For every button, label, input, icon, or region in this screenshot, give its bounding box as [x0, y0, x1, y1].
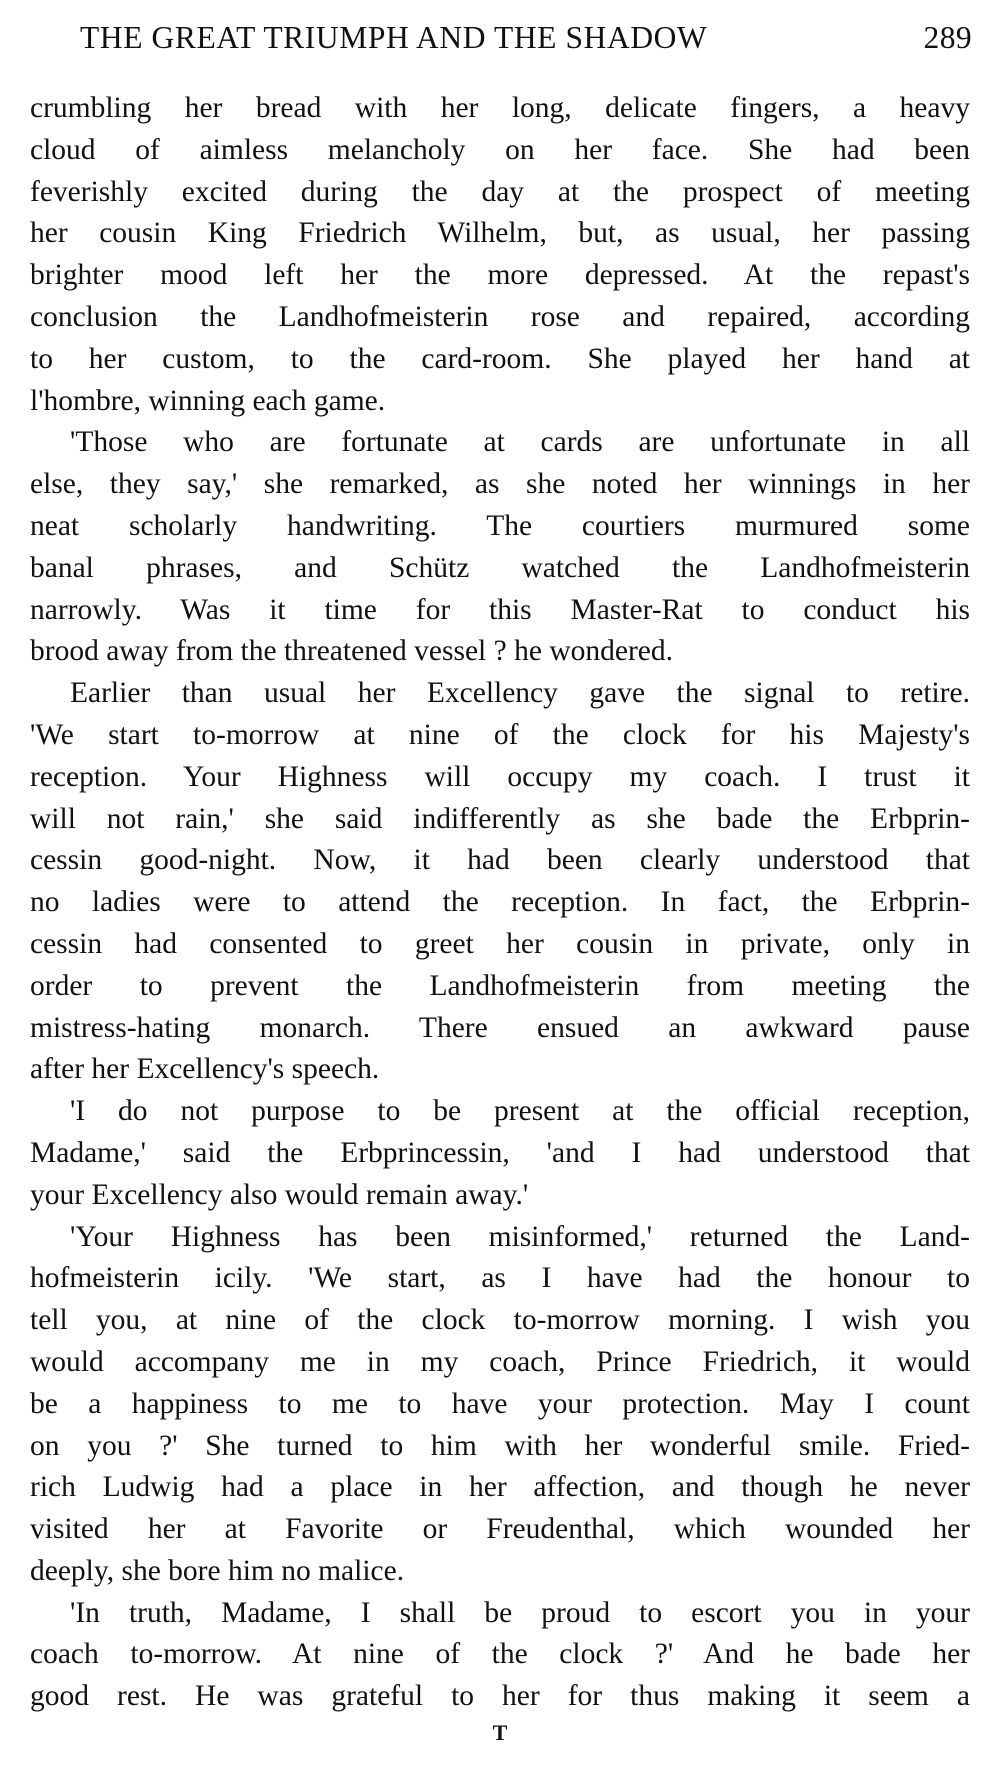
page-number: 289: [923, 20, 972, 55]
text-line: banal phrases, and Schütz watched the Landhofmeisterin: [30, 551, 970, 584]
text-line: tell you, at nine of the clock to-morrow morning. I wish you: [30, 1304, 970, 1337]
text-line: mistress-hating monarch. There ensued an awkward pause: [30, 1011, 970, 1044]
text-line: after her Excellency's speech.: [30, 1053, 380, 1086]
text-line: narrowly. Was it time for this Master-Rat to conduct his: [30, 593, 970, 626]
signature-mark: T: [492, 1720, 508, 1745]
text-line: will not rain,' she said indifferently as she bade the Erbprin-: [30, 802, 970, 835]
text-line: hofmeisterin icily. 'We start, as I have had the honour to: [30, 1262, 970, 1295]
text-line: 'Those who are fortunate at cards are unfortunate in all: [70, 426, 970, 459]
text-line: would accompany me in my coach, Prince Friedrich, it would: [30, 1345, 970, 1378]
text-line: coach to-morrow. At nine of the clock ?' And he bade her: [30, 1638, 970, 1671]
text-line: be a happiness to me to have your protection. May I count: [30, 1387, 970, 1420]
text-line: 'In truth, Madame, I shall be proud to escort you in your: [70, 1596, 970, 1629]
text-line: deeply, she bore him no malice.: [30, 1554, 405, 1587]
text-line: on you ?' She turned to him with her wonderful smile. Fried-: [30, 1429, 970, 1462]
text-line: Earlier than usual her Excellency gave the signal to retire.: [70, 677, 970, 710]
text-line: 'I do not purpose to be present at the official reception,: [70, 1095, 970, 1128]
text-line: Madame,' said the Erbprincessin, 'and I had understood that: [30, 1136, 970, 1169]
text-line: feverishly excited during the day at the prospect of meeting: [30, 175, 970, 208]
text-line: conclusion the Landhofmeisterin rose and repaired, according: [30, 300, 970, 333]
text-line: good rest. He was grateful to her for thus making it seem a: [30, 1680, 970, 1713]
text-line: neat scholarly handwriting. The courtiers murmured some: [30, 509, 970, 542]
text-line: your Excellency also would remain away.': [30, 1178, 529, 1211]
text-line: rich Ludwig had a place in her affection, and though he never: [30, 1471, 970, 1504]
text-line: cloud of aimless melancholy on her face. She had been: [30, 133, 970, 166]
text-line: brighter mood left her the more depressed. At the repast's: [30, 259, 970, 292]
text-line: visited her at Favorite or Freudenthal, which wounded her: [30, 1513, 970, 1546]
text-line: order to prevent the Landhofmeisterin from meeting the: [30, 969, 970, 1002]
text-line: brood away from the threatened vessel ? he wondered.: [30, 635, 674, 668]
text-line: reception. Your Highness will occupy my coach. I trust it: [30, 760, 970, 793]
text-line: no ladies were to attend the reception. In fact, the Erbprin-: [30, 886, 970, 919]
text-line: l'hombre, winning each game.: [30, 384, 386, 417]
chapter-title: THE GREAT TRIUMPH AND THE SHADOW: [80, 20, 708, 55]
text-line: cessin good-night. Now, it had been clearly understood that: [30, 844, 970, 877]
text-line: 'We start to-morrow at nine of the clock for his Majesty's: [30, 718, 970, 751]
text-line: cessin had consented to greet her cousin in private, only in: [30, 927, 970, 960]
text-line: 'Your Highness has been misinformed,' returned the Land-: [70, 1220, 970, 1253]
running-head: [80, 18, 972, 58]
text-line: else, they say,' she remarked, as she noted her winnings in her: [30, 468, 970, 501]
text-line: to her custom, to the card-room. She played her hand at: [30, 342, 970, 375]
text-line: her cousin King Friedrich Wilhelm, but, as usual, her passing: [30, 217, 970, 250]
text-line: crumbling her bread with her long, delicate fingers, a heavy: [30, 92, 970, 124]
body-text: [30, 88, 970, 1718]
